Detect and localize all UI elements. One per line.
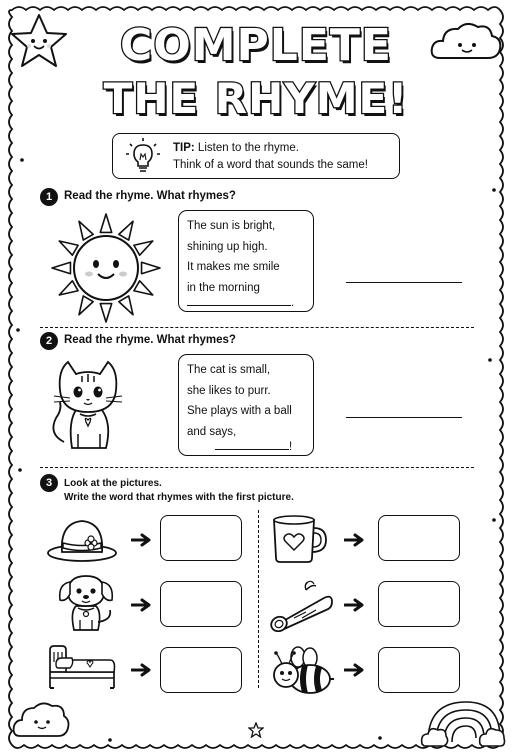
rhyme-2-line-3: She plays with a ball — [187, 405, 292, 417]
lightbulb-icon — [123, 136, 163, 176]
rhyme-2-line-1: The cat is small, — [187, 364, 271, 376]
dog-icon — [52, 572, 118, 634]
answer-box-bee[interactable] — [378, 647, 460, 693]
bee-icon — [272, 645, 334, 697]
rhyme-box-1 — [178, 210, 314, 312]
sun-ray — [119, 221, 133, 240]
answer-box-hat[interactable] — [160, 515, 242, 561]
border-dot — [378, 736, 382, 740]
rhyme-box-2 — [178, 354, 314, 456]
section-2-number: 2 — [40, 332, 58, 350]
answer-line-2[interactable] — [346, 417, 462, 418]
tip-text — [173, 140, 368, 174]
answer-line-1[interactable] — [346, 282, 462, 283]
rhyme-2-line-2: she likes to purr. — [187, 384, 271, 397]
sun-ray — [52, 262, 70, 273]
tip-box — [112, 133, 400, 179]
sun-ray — [119, 296, 133, 315]
border-dot — [488, 358, 492, 362]
rhyme-2-blank[interactable] — [215, 437, 307, 451]
sun-ray — [100, 304, 111, 322]
rhyme-1-line-2: shining up high. — [187, 240, 268, 253]
arrow-icon — [344, 598, 366, 612]
tip-line-2: Think of a word that sounds the same! — [173, 159, 368, 171]
border-dot — [20, 158, 24, 162]
border-dot — [16, 328, 20, 332]
title-line-1: COMPLETE — [120, 20, 392, 71]
arrow-icon — [344, 533, 366, 547]
title-line-2: THE RHYME! — [103, 74, 409, 123]
rhyme-1-line-4: in the morning — [187, 281, 260, 294]
tip-label: TIP: — [173, 142, 195, 154]
mug-icon — [270, 512, 330, 564]
rhyme-2-line-4: and says, — [187, 425, 237, 438]
rhyme-2-punct: ! — [289, 441, 293, 453]
cat-icon — [46, 352, 132, 454]
section-divider-2 — [40, 467, 474, 468]
border-dot — [492, 518, 496, 522]
arrow-icon — [131, 533, 153, 547]
border-dot — [492, 188, 496, 192]
rhyme-1-line-3: It makes me smile — [187, 261, 280, 273]
star-icon — [248, 722, 264, 738]
tip-line-1: Listen to the rhyme. — [194, 142, 299, 154]
bed-icon — [44, 642, 120, 694]
section-3-heading-1: Look at the pictures. — [64, 478, 162, 489]
rhyme-1-line-1: The sun is bright, — [187, 220, 276, 232]
sun-ray — [59, 241, 78, 255]
column-divider — [258, 510, 259, 688]
rhyme-1-punct: . — [291, 297, 295, 309]
sun-icon — [48, 212, 164, 324]
sun-ray — [100, 214, 111, 232]
arrow-icon — [131, 598, 153, 612]
sun-ray — [59, 281, 78, 295]
section-3-heading-2: Write the word that rhymes with the first picture. — [64, 492, 294, 503]
answer-box-dog[interactable] — [160, 581, 242, 627]
section-1-number: 1 — [40, 188, 58, 206]
sun-ray — [79, 221, 93, 240]
section-2-heading: Read the rhyme. What rhymes? — [64, 334, 236, 346]
arrow-icon — [344, 663, 366, 677]
section-divider-1 — [40, 327, 474, 328]
border-dot — [108, 738, 112, 742]
sun-ray — [142, 262, 160, 273]
cloud-icon — [10, 698, 72, 742]
answer-box-log[interactable] — [378, 581, 460, 627]
answer-box-bed[interactable] — [160, 647, 242, 693]
sun-ray — [79, 296, 93, 315]
arrow-icon — [131, 663, 153, 677]
border-dot — [18, 468, 22, 472]
rainbow-icon — [420, 692, 506, 748]
section-3-number: 3 — [40, 474, 58, 492]
section-1-heading: Read the rhyme. What rhymes? — [64, 190, 236, 202]
hat-icon — [44, 515, 120, 565]
log-icon — [268, 580, 336, 632]
answer-box-mug[interactable] — [378, 515, 460, 561]
rhyme-1-blank[interactable] — [187, 293, 305, 307]
sun-ray — [134, 241, 153, 255]
sun-ray — [134, 281, 153, 295]
